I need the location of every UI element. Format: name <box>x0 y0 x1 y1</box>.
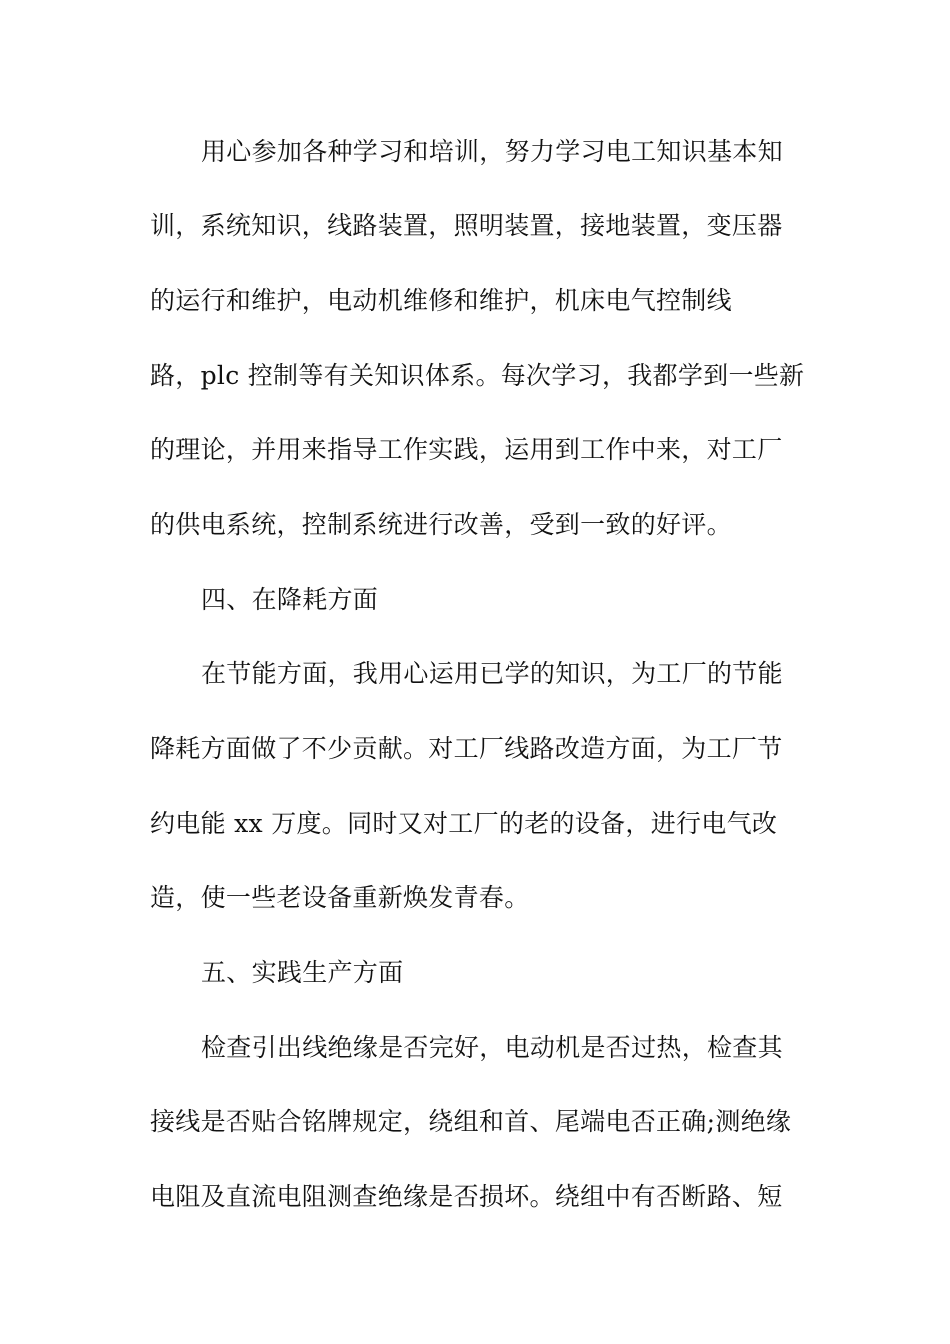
text-line: 路，plc 控制等有关知识体系。每次学习，我都学到一些新 <box>150 361 805 390</box>
text-line: 造，使一些老设备重新焕发青春。 <box>150 883 530 912</box>
text-line: 的运行和维护，电动机维修和维护，机床电气控制线 <box>150 286 732 315</box>
text-line: 在节能方面，我用心运用已学的知识，为工厂的节能 <box>201 659 783 688</box>
section-heading: 四、在降耗方面 <box>201 585 379 614</box>
text-line: 电阻及直流电阻测查绝缘是否损坏。绕组中有否断路、短 <box>150 1182 783 1211</box>
text-line: 约电能 xx 万度。同时又对工厂的老的设备，进行电气改 <box>150 809 778 838</box>
text-line: 用心参加各种学习和培训，努力学习电工知识基本知 <box>201 137 783 166</box>
section-heading: 五、实践生产方面 <box>201 958 404 987</box>
text-line: 降耗方面做了不少贡献。对工厂线路改造方面，为工厂节 <box>150 734 783 763</box>
text-line: 的理论，并用来指导工作实践，运用到工作中来，对工厂 <box>150 435 783 464</box>
text-line: 的供电系统，控制系统进行改善，受到一致的好评。 <box>150 510 732 539</box>
text-line: 检查引出线绝缘是否完好，电动机是否过热，检查其 <box>201 1033 783 1062</box>
text-line: 接线是否贴合铭牌规定，绕组和首、尾端电否正确;测绝缘 <box>150 1107 792 1136</box>
text-line: 训，系统知识，线路装置，照明装置，接地装置，变压器 <box>150 211 783 240</box>
